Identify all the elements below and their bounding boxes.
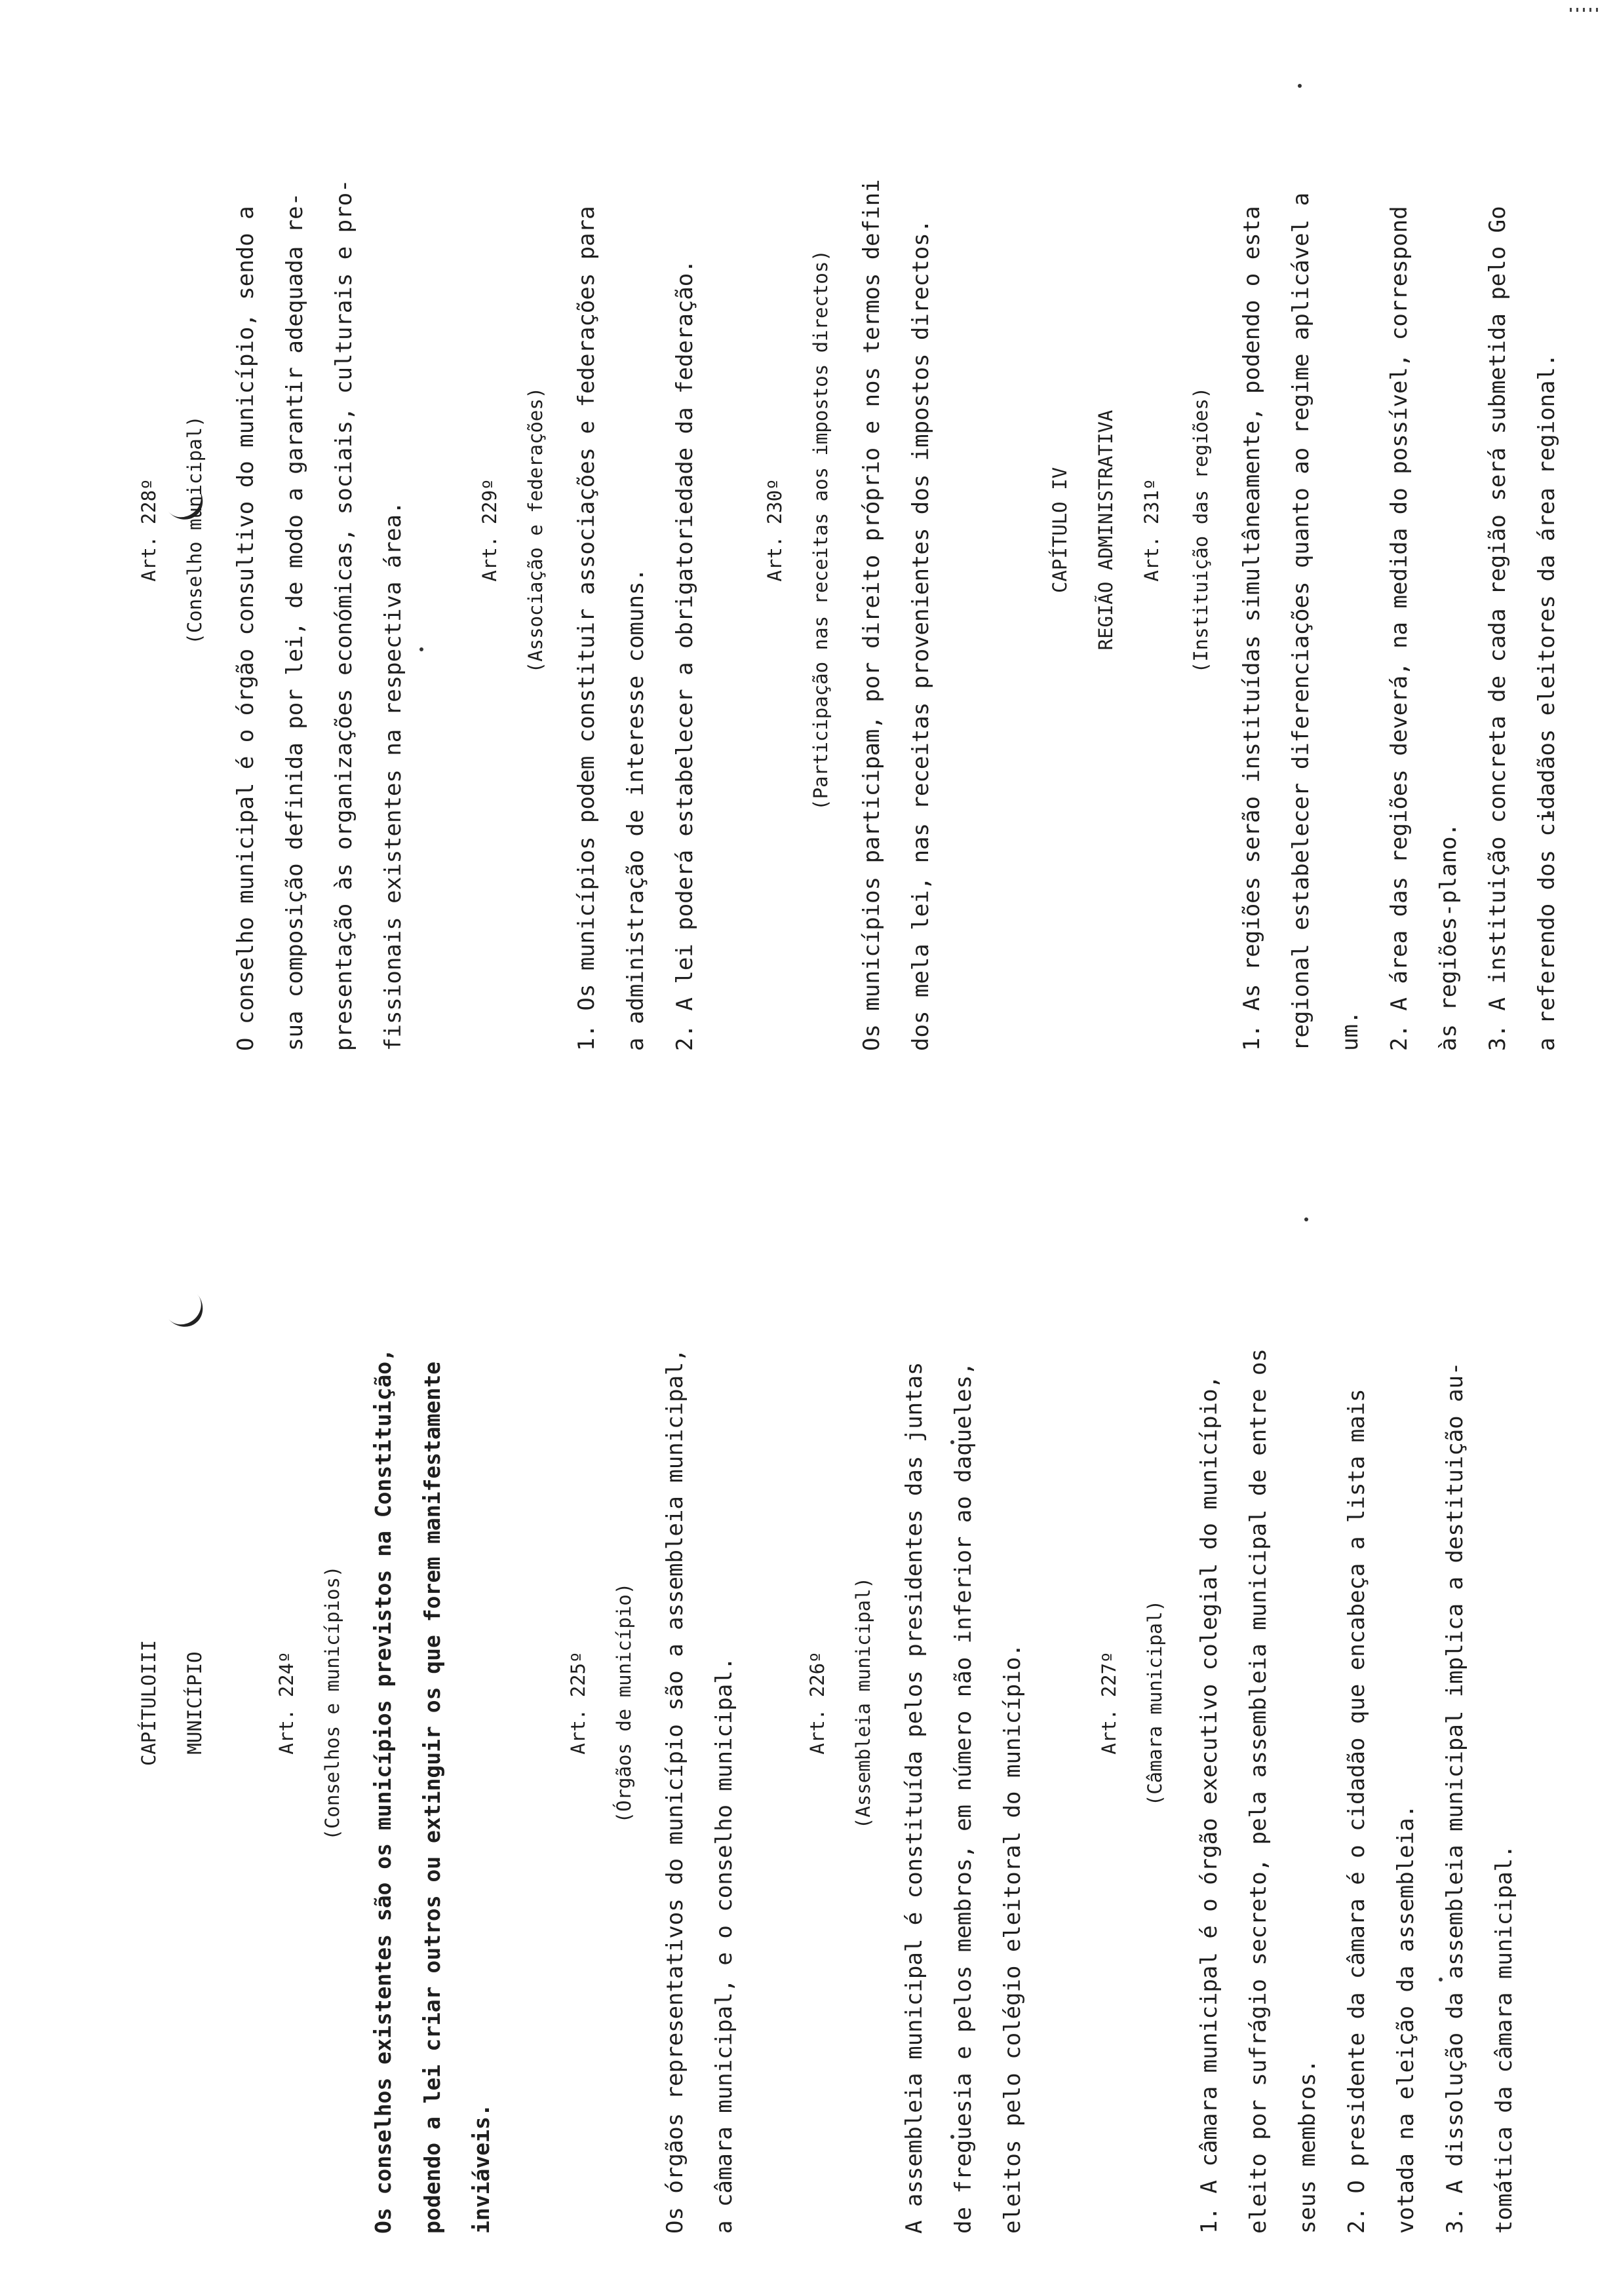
article-title: (Instituição das regiões) (1190, 387, 1212, 674)
article-text-line: Os municípios participam, por direito próprio e nos termos defini (859, 179, 885, 1051)
chapter-heading: CAPÍTULOIII (138, 1639, 160, 1767)
article-title: (Assembleia municipal) (852, 1577, 874, 1829)
article-text-line: 2. A lei poderá estabelecer a obrigatoriedade da federação. (672, 259, 698, 1051)
scan-edge-mark (1570, 8, 1572, 12)
article-text-line: 1. Os municípios podem constituir associações e federações para (574, 206, 600, 1051)
scan-edge-mark (1596, 8, 1598, 12)
article-text-line: às regiões-plano. (1435, 823, 1462, 1051)
article-number: Art. 231º (1140, 478, 1163, 582)
article-text-line: fissionais existentes na respectiva área. (380, 501, 406, 1051)
chapter-title: REGIÃO ADMINISTRATIVA (1095, 410, 1117, 651)
article-text-line: regional estabelecer diferenciações quanto ao regime aplicável a (1288, 192, 1314, 1051)
article-number: Art. 226º (806, 1651, 828, 1755)
article-text-line: Os conselhos existentes são os municípios previstos na Constituição, (370, 1348, 396, 2234)
article-text-line: de freguesia e pelos membros, em número não inferior ao daqueles, (950, 1362, 977, 2234)
scan-edge-mark (1576, 8, 1578, 12)
article-text-line: 2. A área das regiões deverá, na medida do possível, correspond (1386, 206, 1412, 1051)
article-number: Art. 229º (478, 478, 501, 582)
chapter-heading: CAPÍTULO IV (1049, 467, 1071, 594)
article-number: Art. 225º (567, 1651, 589, 1755)
article-number: Art. 227º (1098, 1651, 1120, 1755)
article-text-line: Os órgãos representativos do município são a assembleia municipal, (662, 1348, 688, 2234)
article-text-line: a referendo dos cidadãos eleitores da área regional. (1534, 353, 1560, 1051)
article-text-line: seus membros. (1294, 2059, 1321, 2234)
article-text-line: 3. A instituição concreta de cada região será submetida pelo Go (1485, 206, 1511, 1051)
article-number: Art. 230º (764, 478, 786, 582)
article-text-line: a câmara municipal, e o conselho municipal. (711, 1656, 737, 2234)
article-text-line: podendo a lei criar outros ou extinguir os que forem manifestamente (419, 1361, 445, 2234)
article-number: Art. 224º (275, 1651, 298, 1755)
article-text-line: sua composição definida por lei, de modo a garantir adequada re- (282, 192, 308, 1051)
article-title: (Participação nas receitas aos impostos directos) (809, 250, 832, 811)
article-text-line: O conselho municipal é o órgão consultivo do município, sendo a (233, 206, 259, 1051)
article-text-line: 3. A dissolução da assembleia municipal implica a destituição au- (1442, 1362, 1468, 2234)
article-title: (Órgãos de município) (613, 1582, 635, 1824)
article-title: (Conselhos e municípios) (321, 1565, 343, 1841)
article-text-line: presentação às organizações económicas, sociais, culturais e pro- (331, 179, 357, 1051)
scan-speck (419, 647, 423, 651)
chapter-title: MUNICÍPIO (184, 1651, 206, 1755)
article-text-line: tomática da câmara municipal. (1491, 1845, 1517, 2234)
article-text-line: inviáveis. (469, 2103, 494, 2234)
article-text-line: A assembleia municipal é constituída pelos presidentes das juntas (901, 1362, 927, 2234)
scan-speck (1304, 1217, 1308, 1221)
article-text-line: 1. As regiões serão instituídas simultâneamente, podendo o esta (1239, 206, 1265, 1051)
article-number: Art. 228º (138, 478, 160, 582)
article-text-line: votada na eleição da assembleia. (1393, 1804, 1419, 2234)
article-text-line: eleito por sufrágio secreto, pela assembleia municipal de entre os (1245, 1348, 1272, 2234)
article-text-line: eleitos pelo colégio eleitoral do município. (1000, 1643, 1026, 2234)
article-text-line: 2. O presidente da câmara é o cidadão que encabeça a lista mais (1344, 1388, 1370, 2234)
scan-edge-mark (1583, 8, 1585, 12)
article-text-line: dos mela lei, nas receitas provenientes dos impostos directos. (908, 219, 934, 1051)
article-title: (Associação e federações) (524, 387, 547, 674)
article-title: (Conselho municipal) (184, 415, 206, 645)
scan-speck (1298, 84, 1302, 88)
article-text-line: 1. A câmara municipal é o órgão executivo colegial do município, (1196, 1375, 1222, 2234)
article-text-line: um. (1337, 1010, 1363, 1051)
scan-edge-mark (1589, 8, 1591, 12)
article-title: (Câmara municipal) (1144, 1599, 1166, 1807)
article-text-line: a administração de interesse comuns. (623, 568, 649, 1051)
